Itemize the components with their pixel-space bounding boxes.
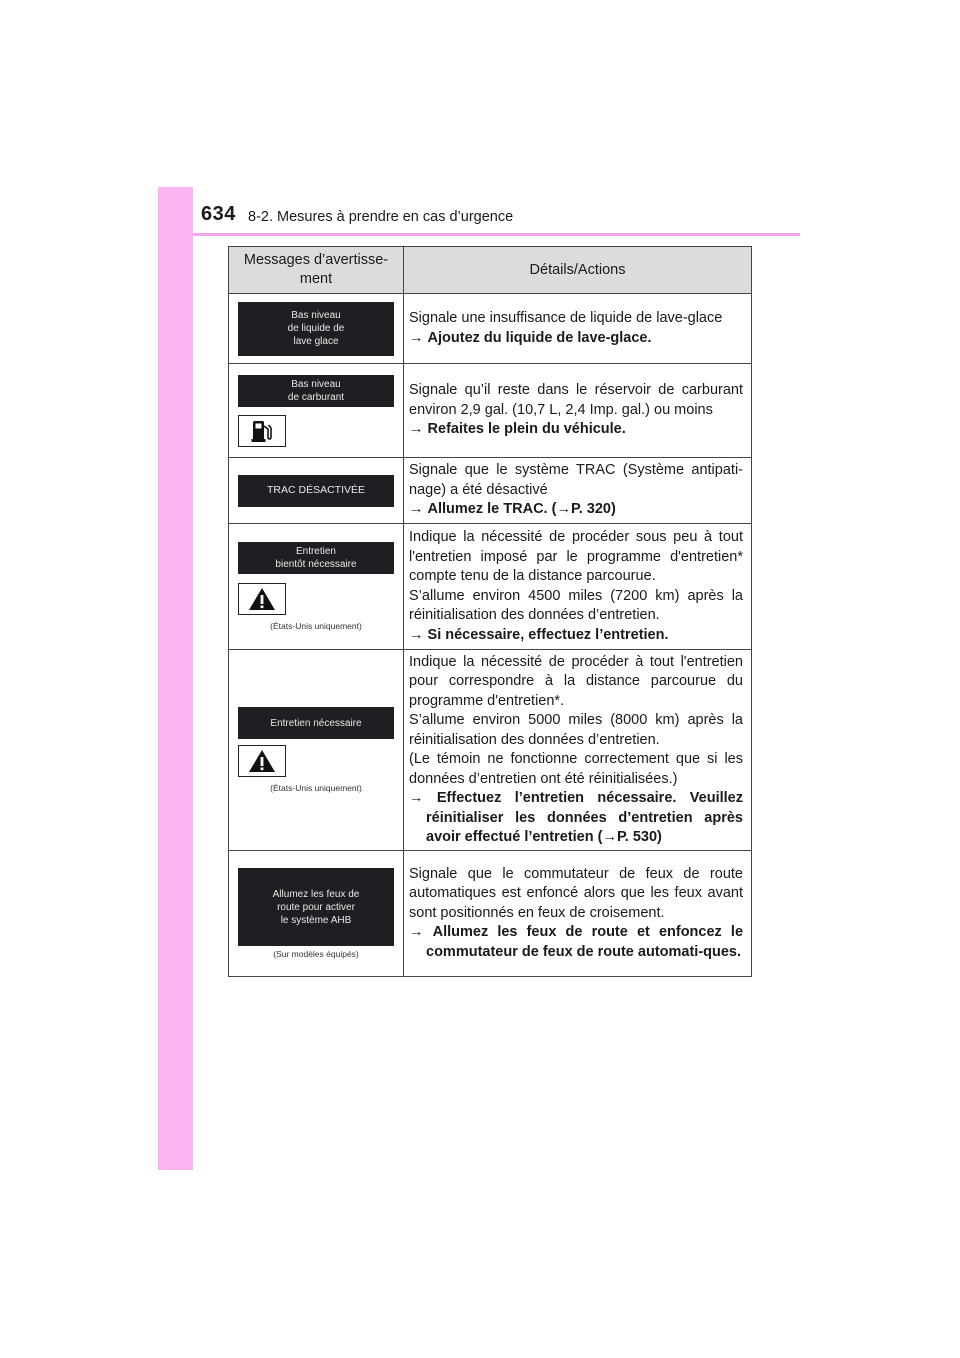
- header-messages: Messages d’avertisse-ment: [229, 247, 404, 294]
- display-screen: Entretien bientôt nécessaire: [238, 542, 394, 574]
- row-action: → Ajoutez du liquide de lave-glace.: [409, 329, 652, 346]
- details-cell: [404, 364, 752, 458]
- table-header-row: [229, 247, 752, 294]
- arrow-icon: →: [409, 329, 428, 346]
- row-description: Indique la nécessité de procéder à tout l'entretien pour correspondre à la distance parcourue du programme d'entretien*.: [409, 653, 743, 709]
- table-row: [229, 524, 752, 650]
- details-cell: [404, 650, 752, 851]
- row-action: → Effectuez l’entretien nécessaire. Veuillez réinitialiser les données d’entretien après avoir effectué l’entretien (→P. 530): [409, 790, 743, 845]
- arrow-icon: →: [602, 829, 617, 845]
- table-row: [229, 851, 752, 977]
- arrow-icon: →: [556, 501, 571, 518]
- row-description: Indique la nécessité de procéder sous peu à tout l'entretien imposé par le programme d'entretien* compte tenu de la distance parcourue.: [409, 529, 743, 584]
- row-description-2: S’allume environ 5000 miles (8000 km) après la réinitialisation des données d’entretien.: [409, 712, 743, 748]
- arrow-icon: →: [409, 924, 433, 941]
- table-row: [229, 294, 752, 364]
- row-description: Signale une insuffisance de liquide de lave-glace: [409, 310, 723, 326]
- message-cell: [229, 364, 404, 458]
- header-rule: [193, 233, 800, 236]
- model-note: (Sur modèles équipés): [273, 949, 359, 959]
- display-screen: Bas niveau de liquide de lave glace: [238, 302, 394, 356]
- header-details: Détails/Actions: [404, 247, 752, 294]
- message-cell: [229, 524, 404, 650]
- row-action: → Si nécessaire, effectuez l’entretien.: [409, 626, 669, 643]
- row-description-3: (Le témoin ne fonctionne correctement que si les données d’entretien ont été réinitialisées.): [409, 751, 743, 787]
- message-cell: [229, 650, 404, 851]
- region-note: (États-Unis uniquement): [270, 621, 362, 631]
- details-cell: [404, 851, 752, 977]
- table-row: [229, 458, 752, 524]
- region-note: (États-Unis uniquement): [270, 783, 362, 793]
- warning-messages-table: [228, 246, 752, 977]
- row-action: → Allumez le TRAC. (→P. 320): [409, 501, 616, 518]
- warning-triangle-icon: [238, 745, 286, 777]
- details-cell: [404, 294, 752, 364]
- display-screen: TRAC DÉSACTIVÉE: [238, 475, 394, 507]
- arrow-icon: →: [409, 421, 428, 438]
- side-tab-band: [158, 187, 193, 1170]
- message-cell: [229, 851, 404, 977]
- row-action: → Refaites le plein du véhicule.: [409, 421, 626, 438]
- fuel-pump-icon: [238, 415, 286, 447]
- arrow-icon: →: [409, 626, 428, 643]
- section-title: 8-2. Mesures à prendre en cas d’urgence: [248, 209, 514, 225]
- row-description: Signale que le commutateur de feux de route automatiques est enfoncé alors que les feux avant sont positionnés en feux de croisement.: [409, 865, 743, 921]
- page-reference-link[interactable]: P. 320): [570, 501, 616, 518]
- display-screen: Entretien nécessaire: [238, 707, 394, 739]
- warning-triangle-icon: [238, 583, 286, 615]
- table-row: [229, 364, 752, 458]
- arrow-icon: →: [409, 790, 437, 806]
- message-cell: [229, 458, 404, 524]
- arrow-icon: →: [409, 501, 428, 518]
- row-description: Signale qu’il reste dans le réservoir de carburant environ 2,9 gal. (10,7 L, 2,4 Imp. gal.) ou moins: [409, 382, 743, 418]
- display-screen: Bas niveau de carburant: [238, 375, 394, 407]
- display-screen: Allumez les feux de route pour activer le système AHB: [238, 868, 394, 946]
- page-reference-link[interactable]: P. 530): [616, 829, 662, 845]
- row-description: Signale que le système TRAC (Système antipati-nage) a été désactivé: [409, 462, 743, 498]
- row-description-2: S’allume environ 4500 miles (7200 km) après la réinitialisation des données d’entretien.: [409, 587, 743, 623]
- message-cell: [229, 294, 404, 364]
- table-row: [229, 650, 752, 851]
- page-number: 634: [201, 203, 236, 225]
- details-cell: [404, 458, 752, 524]
- row-action: → Allumez les feux de route et enfoncez le commutateur de feux de route automati-ques.: [409, 924, 744, 960]
- details-cell: [404, 524, 752, 650]
